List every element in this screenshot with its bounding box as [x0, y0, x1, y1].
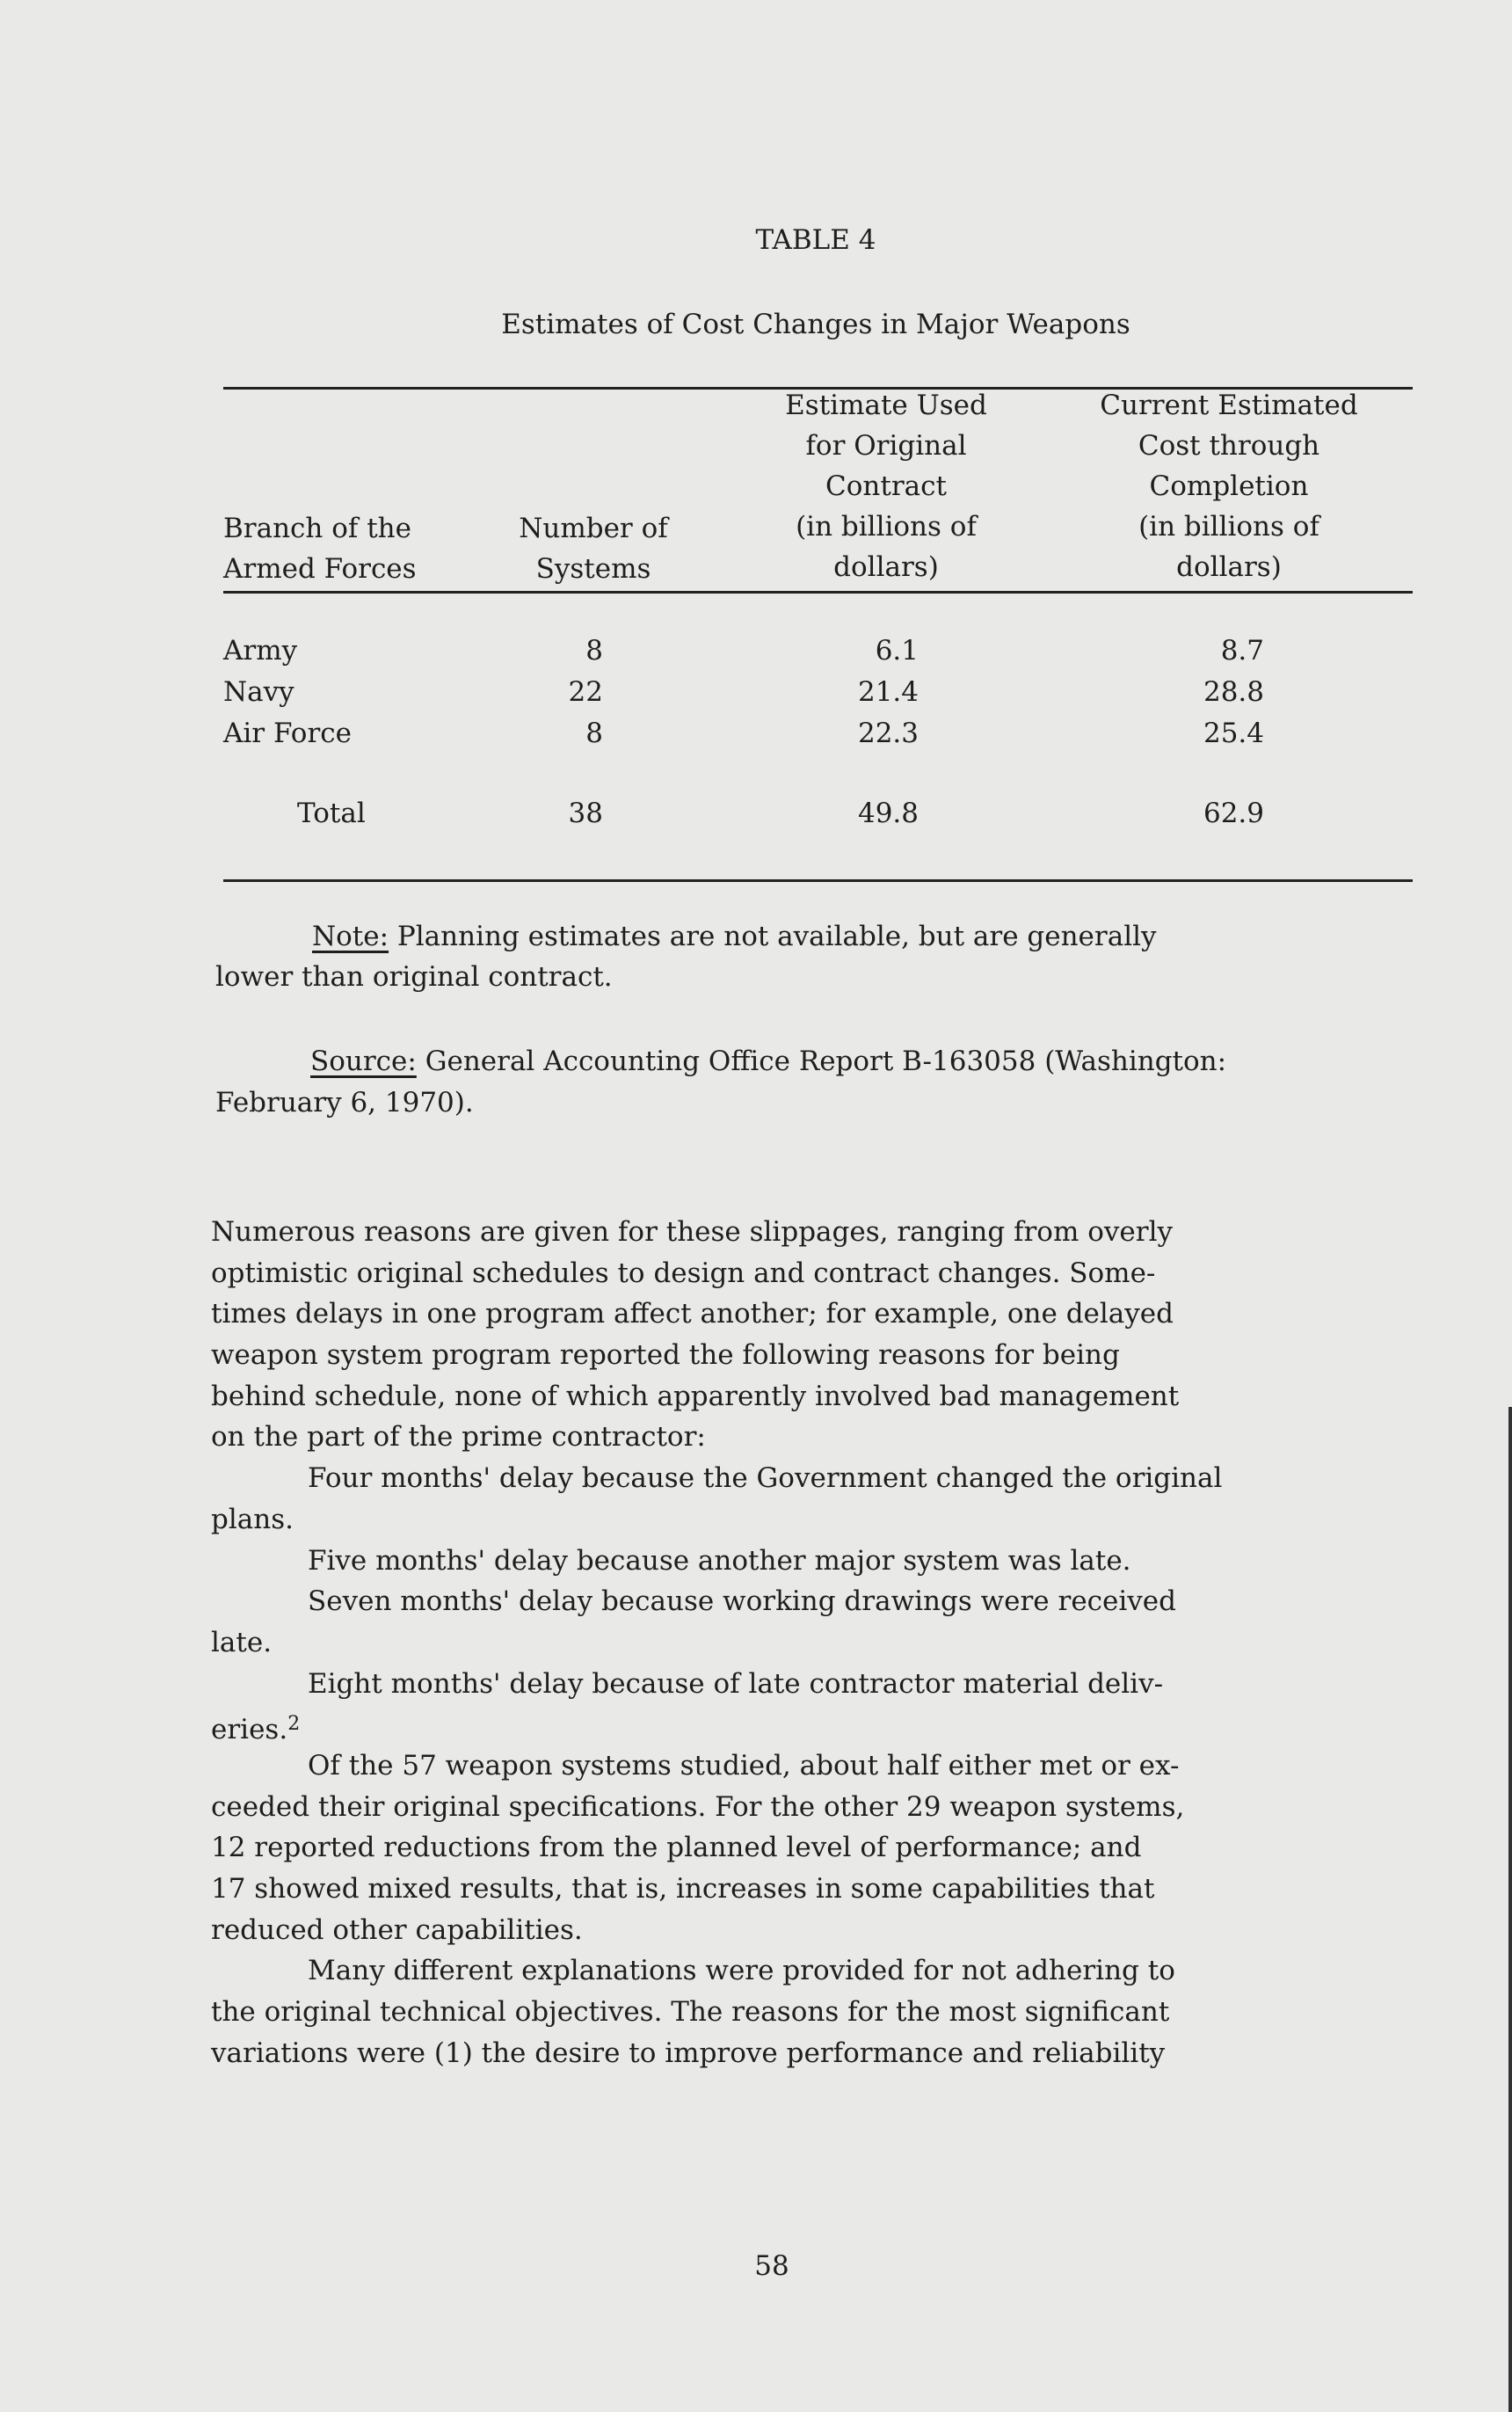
source-line: [310, 1048, 1226, 1075]
body-line: [211, 1704, 1442, 1745]
source-text: General Accounting Office Report B-163058 (Washington:: [425, 1046, 1227, 1077]
footnote-marker: 2: [287, 1713, 301, 1736]
header-line: Systems: [535, 553, 651, 585]
body-line: [211, 1293, 1442, 1335]
note-line: lower than original contract.: [215, 961, 613, 993]
body-line: [211, 1827, 1442, 1869]
header-line: Number of: [519, 513, 668, 544]
body-text: [211, 1212, 1442, 2073]
body-line-text: reduced other capabilities.: [211, 1913, 583, 1946]
body-line-text: weapon system program reported the following reasons for being: [211, 1339, 1120, 1372]
body-line: [211, 1869, 1442, 1910]
header-current-estimate: [1079, 385, 1378, 587]
body-line-text: 12 reported reductions from the planned level of performance; and: [211, 1832, 1142, 1864]
body-line: [211, 1541, 1442, 1582]
cell-branch: Air Force: [223, 718, 352, 749]
body-line-text: 17 showed mixed results, that is, increases in some capabilities that: [211, 1873, 1155, 1905]
cell-systems: 8: [585, 635, 603, 667]
cell-original: 21.4: [857, 676, 919, 708]
body-line-text: Of the 57 weapon systems studied, about half either met or ex-: [308, 1749, 1180, 1782]
header-systems: [492, 508, 694, 589]
body-line-text: Many different explanations were provided for not adhering to: [308, 1955, 1175, 1987]
cell-current: 25.4: [1203, 718, 1264, 749]
source-line: February 6, 1970).: [215, 1087, 474, 1119]
body-line-text: Four months' delay because the Government changed the original: [308, 1462, 1223, 1495]
body-line-text: Numerous reasons are given for these slippages, ranging from overly: [211, 1216, 1173, 1248]
source-label: Source:: [310, 1046, 417, 1077]
cell-systems: 38: [568, 798, 603, 829]
body-line-text: ceeded their original specifications. For the other 29 weapon systems,: [211, 1790, 1185, 1823]
header-original-estimate: [754, 385, 1018, 587]
header-line: Completion: [1149, 470, 1309, 502]
body-line: [211, 1212, 1442, 1253]
body-line: [211, 1376, 1442, 1417]
body-line-text: optimistic original schedules to design and contract changes. Some-: [211, 1257, 1156, 1289]
header-line: Armed Forces: [223, 553, 417, 585]
header-branch: [223, 508, 417, 589]
page-number: 58: [754, 2250, 789, 2282]
body-line-text: behind schedule, none of which apparently involved bad management: [211, 1380, 1180, 1412]
header-line: (in billions of: [796, 511, 977, 543]
body-line: [211, 1992, 1442, 2033]
body-line: [211, 1910, 1442, 1951]
table-label: TABLE 4: [755, 224, 876, 256]
cell-current: 8.7: [1220, 635, 1264, 667]
body-line-text: Eight months' delay because of late contractor material deliv-: [308, 1667, 1164, 1700]
header-line: dollars): [833, 551, 939, 583]
body-line-text: variations were (1) the desire to improve performance and reliability: [211, 2037, 1166, 2069]
table-caption: Estimates of Cost Changes in Major Weapons: [501, 309, 1130, 340]
cell-current: 28.8: [1203, 676, 1264, 708]
body-line-text: times delays in one program affect another; for example, one delayed: [211, 1298, 1174, 1330]
table-header-rule: [223, 591, 1413, 594]
body-line: [211, 1787, 1442, 1828]
header-line: Cost through: [1138, 430, 1320, 462]
body-line: [211, 1417, 1442, 1458]
header-line: (in billions of: [1138, 511, 1319, 543]
body-line-text: Seven months' delay because working drawings were received: [308, 1585, 1176, 1618]
body-line-text: Five months' delay because another major system was late.: [308, 1544, 1131, 1577]
cell-branch: Navy: [223, 676, 294, 708]
header-line: for Original: [805, 430, 967, 462]
body-line: [211, 1458, 1442, 1499]
body-line-text: plans.: [211, 1503, 294, 1535]
page-edge-shadow: [1508, 1407, 1512, 2412]
header-line: dollars): [1176, 551, 1282, 583]
cell-original: 49.8: [857, 798, 919, 829]
body-line-text: the original technical objectives. The reasons for the most significant: [211, 1996, 1170, 2029]
note-line: [312, 923, 1157, 951]
body-line: [211, 1499, 1442, 1541]
cell-systems: 8: [585, 718, 603, 749]
header-line: Estimate Used: [785, 390, 987, 421]
cell-original: 6.1: [875, 635, 919, 667]
body-line: [211, 1664, 1442, 1705]
body-line-text: on the part of the prime contractor:: [211, 1421, 706, 1454]
header-line: Branch of the: [223, 513, 411, 544]
cell-branch: Army: [223, 635, 298, 667]
body-line: [211, 1581, 1442, 1622]
body-line: [211, 1622, 1442, 1664]
cell-systems: 22: [568, 676, 603, 708]
cell-current: 62.9: [1203, 798, 1264, 829]
table-bottom-rule: [223, 879, 1413, 882]
header-line: Current Estimated: [1100, 390, 1358, 421]
cell-total-label: Total: [297, 798, 366, 829]
body-line: [211, 1745, 1442, 1787]
note-label: Note:: [312, 921, 389, 952]
body-line: [211, 1253, 1442, 1294]
cell-original: 22.3: [857, 718, 919, 749]
body-line: [211, 2033, 1442, 2074]
body-line-text: eries.: [211, 1714, 288, 1746]
body-line-text: late.: [211, 1626, 273, 1658]
note-text: Planning estimates are not available, but are generally: [396, 921, 1157, 952]
body-line: [211, 1950, 1442, 1992]
body-line: [211, 1335, 1442, 1376]
header-line: Contract: [825, 470, 947, 502]
